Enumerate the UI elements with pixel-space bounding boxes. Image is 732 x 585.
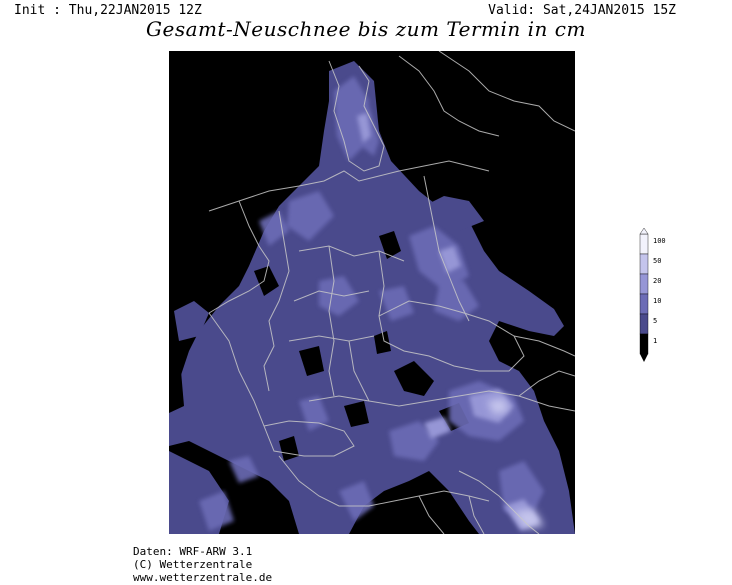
legend-swatch xyxy=(640,234,648,254)
legend-swatch xyxy=(640,314,648,334)
legend-swatch xyxy=(640,254,648,274)
copyright: (C) Wetterzentrale xyxy=(133,558,253,571)
snowfall-map xyxy=(169,51,575,534)
website-url: www.wetterzentrale.de xyxy=(133,571,273,584)
snow-legend xyxy=(636,224,676,374)
legend-label: 5 xyxy=(653,317,658,325)
legend-bottom-pointer xyxy=(640,354,648,362)
legend-label: 20 xyxy=(653,277,662,285)
data-source: Daten: WRF-ARW 3.1 xyxy=(133,545,253,558)
legend-label: 100 xyxy=(653,237,666,245)
legend-swatch xyxy=(640,274,648,294)
legend-label: 1 xyxy=(653,337,658,345)
map-title: Gesamt-Neuschnee bis zum Termin in cm xyxy=(146,17,586,41)
legend-swatch xyxy=(640,294,648,314)
init-time: Init : Thu,22JAN2015 12Z xyxy=(14,3,202,18)
legend-label: 50 xyxy=(653,257,662,265)
legend-swatch xyxy=(640,334,648,354)
data-credits xyxy=(133,545,272,584)
legend-label: 10 xyxy=(653,297,662,305)
legend-top-cap xyxy=(640,228,648,234)
valid-time: Valid: Sat,24JAN2015 15Z xyxy=(488,3,676,18)
